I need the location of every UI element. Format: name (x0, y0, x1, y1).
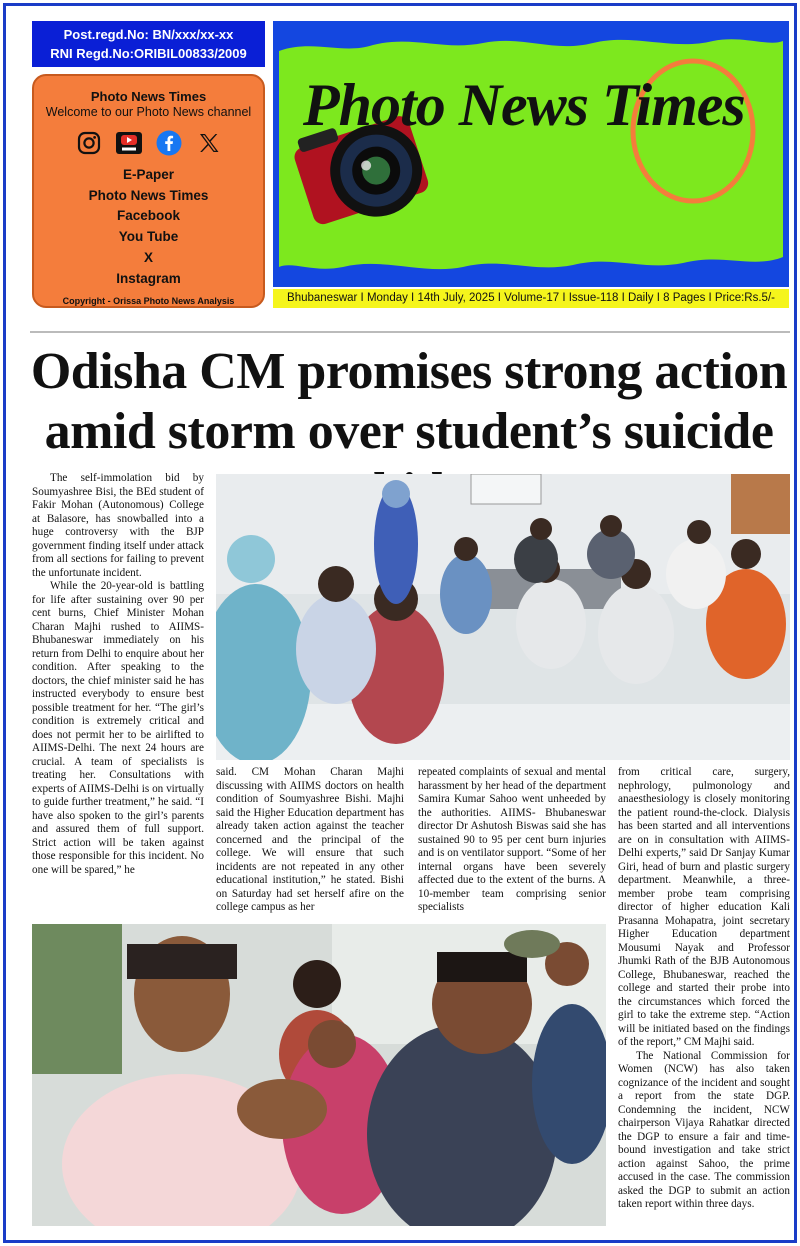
link-epaper[interactable]: E-Paper (122, 167, 175, 182)
social-icons (34, 129, 263, 157)
article-paragraph: While the 20-year-old is battling for life after sustaining over 90 per cent burns, Chief Minister Mohan Charan Majhi rushed to AIIMS-Bhubaneswar immediately on his return from Delhi to enquire about her condition. After speaking to the doctors, the chief minister said he has instructed everybody to ensure best possible treatment for her. “The girl’s condition is extremely critical and does not permit her to be airlifted to AIIMS-Delhi. The next 24 hours are crucial. A team of specialists is treating her. Consultations with experts of AIIMS-Delhi is on virtually to guide further treatment,” he said. “I have also spoken to the girl’s parents and assured them of full support. Strict action will be taken against those responsible for this incident. No one will be spared,” he (32, 580, 204, 876)
article-column-4 (618, 766, 790, 1212)
article-paragraph: from critical care, surgery, nephrology, pulmonology and anaesthesiology is closely monitoring the patient round-the-clock. Dialysis has been started and all interventions are on in consultation with AIIMS-Delhi experts,” said Dr Sanjay Kumar Giri, head of burn and plastic surgery department. Meanwhile, a three-member probe team comprising director of higher education Kali Prasanna Mohapatra, joint secretary Higher Education department Mousumi Nayak and Professor Jhumki Rath of the BJB Autonomous College, Bhubaneswar, reached the college and started their probe into the circumstances which forced the girl to take the extreme step. “Action will be initiated based on the findings of the report,” CM Majhi said. (618, 766, 790, 1048)
article-paragraph: repeated complaints of sexual and mental harassment by her head of the department Samira Kumar Sahoo went unheeded by the authorities. AIIMS- Bhubaneswar director Dr Ashutosh Biswas said she has sustained 90 to 95 per cent burn injuries and is on ventilator support. “Some of her internal organs have been severely affected due to the extent of the burns. A 10-member team comprising senior specialists (418, 766, 606, 913)
social-welcome: Welcome to our Photo News channel (45, 105, 252, 119)
x-icon[interactable] (196, 130, 222, 156)
headline-line-1: Odisha CM promises strong action (30, 343, 788, 400)
registration-box (32, 21, 265, 67)
headline-line-2: amid storm over student’s suicide (44, 403, 774, 460)
link-youtube[interactable]: You Tube (118, 229, 179, 245)
newspaper-page (3, 3, 797, 1243)
dateline: Bhubaneswar I Monday I 14th July, 2025 I Volume-17 I Issue-118 I Daily I 8 Pages I Price:Rs.5/- (273, 289, 789, 308)
meeting-photo (216, 474, 790, 760)
article-paragraph: The National Commission for Women (NCW) has also taken cognizance of the incident and sought a report from the state DGP. Condemning the incident, NCW chairperson Vijaya Rahatkar directed the DGP to ensure a fair and time-bound investigation and take strict action against Sahoo, the prime accused in the case. The commission asked the DGP to submit an action taken report within three days. (618, 1049, 790, 1210)
link-instagram[interactable]: Instagram (116, 270, 181, 286)
facebook-icon[interactable] (156, 130, 182, 156)
divider (30, 331, 790, 333)
masthead-logo-text: Photo News Times (303, 72, 745, 138)
article-paragraph: said. CM Mohan Charan Majhi discussing with AIIMS doctors on health condition of Soumyashree Bishi. Majhi said the Higher Education department has already taken action against the teacher concerned and the principal of the college. We will ensure that such incidents are not repeated in any other educational institution,” he stated. Bishi on Saturday had set herself afire on the college campus as her (216, 766, 404, 913)
article-paragraph: The self-immolation bid by Soumyashree Bisi, the BEd student of Fakir Mohan (Autonomous) College at Balasore, has snowballed into a huge controversy with the BJP government finding itself under attack from all sections for failing to prevent the unfortunate incident. (32, 472, 204, 579)
social-link-list (34, 165, 263, 289)
article-column-1 (32, 472, 204, 877)
instagram-icon[interactable] (76, 130, 102, 156)
masthead (273, 21, 789, 287)
link-facebook[interactable]: Facebook (116, 208, 181, 224)
article-column-3 (418, 766, 606, 915)
family-meeting-photo (32, 924, 606, 1226)
social-title: Photo News Times (90, 89, 207, 104)
rni-registration: RNI Regd.No:ORIBIL00833/2009 (50, 46, 247, 61)
article-column-2 (216, 766, 404, 915)
youtube-icon[interactable] (116, 130, 142, 156)
link-x[interactable]: X (143, 249, 153, 265)
link-photo-news-times[interactable]: Photo News Times (88, 187, 209, 203)
social-links-box (32, 74, 265, 308)
postal-registration: Post.regd.No: BN/xxx/xx-xx (63, 27, 234, 42)
copyright: Copyright - Orissa Photo News Analysis (62, 296, 235, 307)
